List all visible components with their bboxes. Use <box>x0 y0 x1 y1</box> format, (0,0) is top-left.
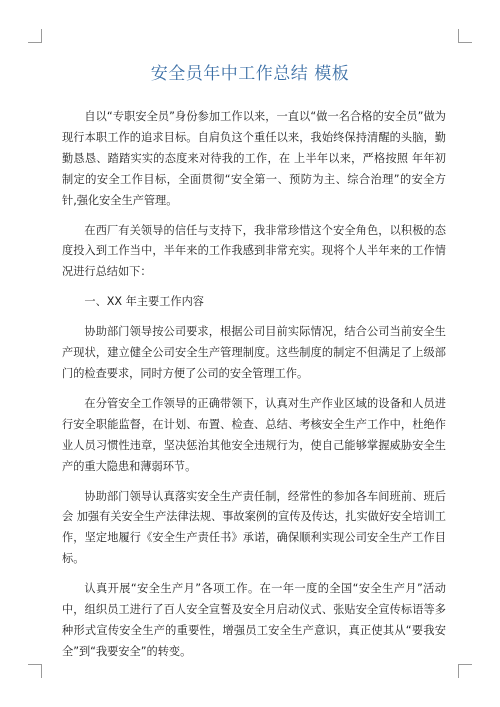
paragraph-responsibility: 协助部门领导认真落实安全生产责任制，经常性的参加各车间班前、班后会 加强有关安全生产法律法规、事故案例的宣传及传达，扎实做好安全培训工作，坚定地履行《安全生产责任书》承诺，确保顺利实现公司安全生产工作目标。 <box>62 489 446 566</box>
paragraph-management-system: 协助部门领导按公司要求，根据公司目前实际情况，结合公司当前安全生产现状，建立健全公司安全生产管理制度。这些制度的制定不但满足了上级部门的检查要求，同时方便了公司的安全管理工作。 <box>62 325 446 380</box>
paragraph-intro: 自以“专职安全员”身份参加工作以来，一直以“做一名合格的安全员”做为现行本职工作的追求目标。自肩负这个重任以来，我始终保持清醒的头脑，勤勤恳恳、踏踏实实的态度来对待我的工作，在 上半年以来，严格按照 年年初制定的安全工作目标，全面贯彻“安全第一、预防为主、综合治理”的安全方针,强化安全生产管理。 <box>62 110 446 207</box>
document-title: 安全员年中工作总结 模板 <box>150 64 350 84</box>
crop-mark-top-right <box>458 29 472 43</box>
paragraph-gratitude: 在西厂有关领导的信任与支持下，我非常珍惜这个安全角色，以积极的态度投入到工作当中，半年来的工作我感到非常充实。现将个人半年来的工作情况进行总结如下： <box>62 223 446 279</box>
paragraph-safety-month: 认真开展“安全生产月”各项工作。在一年一度的全国“安全生产月”活动中，组织员工进行了百人安全宣誓及安全月启动仪式、张贴安全宣传标语等多种形式宣传安全生产的重要性，增强员工安全生产意识，真正使其从“要我安全”到“我要安全”的转变。 <box>62 582 446 658</box>
document-body <box>62 107 446 672</box>
section-heading: 一、XX 年主要工作内容 <box>84 295 204 309</box>
paragraph-supervision: 在分管安全工作领导的正确带领下，认真对生产作业区域的设备和人员进行安全职能监督，在计划、布置、检查、总结、考核安全生产工作中，杜绝作业人员习惯性违章，坚决惩治其他安全违规行为，使自己能够掌握威胁安全生产的重大隐患和薄弱环节。 <box>62 396 446 473</box>
crop-mark-bottom-right <box>458 664 472 678</box>
crop-mark-top-left <box>28 29 42 43</box>
crop-mark-bottom-left <box>28 664 42 678</box>
